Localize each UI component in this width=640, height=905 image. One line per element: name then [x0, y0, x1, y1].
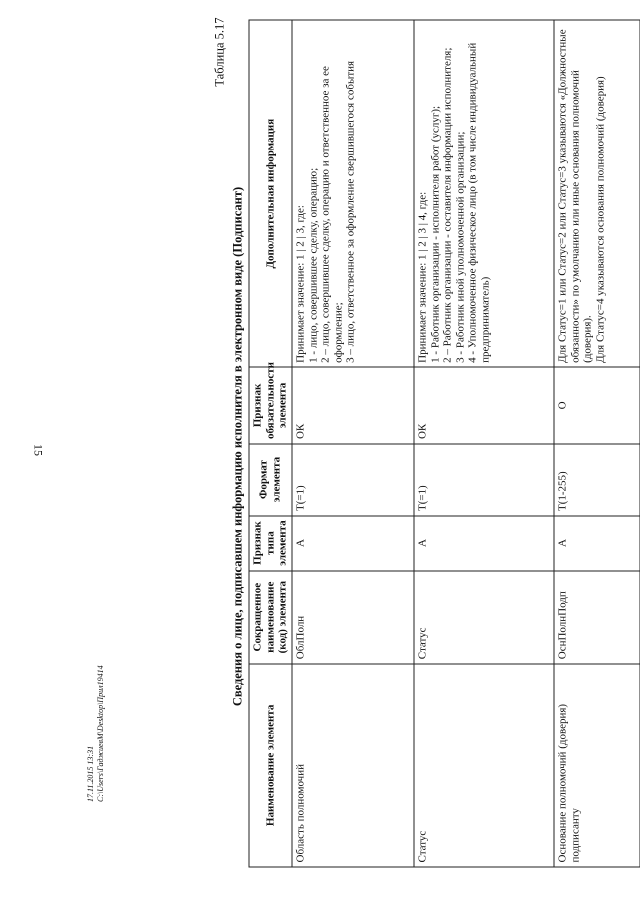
element-info-cell	[292, 20, 414, 367]
element-name-cell: Основание полномочий (доверия) подписанту	[554, 664, 640, 867]
table-row	[414, 20, 554, 867]
table-title: Сведения о лице, подписавшем информацию исполнителя в электронном виде (Подписант)	[230, 186, 245, 707]
footer-file-path	[86, 665, 106, 802]
element-required-cell: ОК	[414, 367, 554, 443]
data-table	[249, 20, 640, 868]
column-header: Формат элемента	[249, 444, 292, 516]
element-info-cell	[554, 20, 640, 367]
element-code-cell: ОблПолн	[292, 571, 414, 664]
element-name-cell: Статус	[414, 664, 554, 867]
info-line: 4 - Уполномоченное физическое лицо (в том числе индивидуальный предприниматель)	[466, 42, 492, 363]
info-line: 1 - Работник организации - исполнителя работ (услуг);	[429, 105, 442, 363]
page-number: 15	[31, 444, 46, 456]
element-format-cell: Т(=1)	[414, 444, 554, 516]
element-code-cell: ОснПолнПодп	[554, 571, 640, 664]
info-line: 1 - лицо, совершившее сделку, операцию;	[307, 167, 320, 363]
rotated-table-block	[212, 12, 607, 882]
info-line: Принимает значение: 1 | 2 | 3, где:	[294, 205, 307, 363]
element-type-cell: А	[414, 516, 554, 571]
info-line: 3 - Работник иной уполномоченной организации;	[454, 131, 467, 363]
element-required-cell: О	[554, 367, 640, 443]
info-line: Принимает значение: 1 | 2 | 3 | 4, где:	[416, 191, 429, 363]
info-line: 3 – лицо, ответственное за оформление свершившегося события	[344, 60, 357, 363]
element-type-cell: А	[554, 516, 640, 571]
column-header: Сокращенное наименование (код) элемента	[249, 571, 292, 664]
element-format-cell: Т(1-255)	[554, 444, 640, 516]
info-line: Для Статус=1 или Статус=2 или Статус=3 указываются «Должностные обязанности» по умолчанию или иные основания полномочий (доверия).	[556, 29, 594, 363]
column-header: Наименование элемента	[249, 664, 292, 867]
column-header: Дополнительная информация	[249, 20, 292, 367]
element-code-cell: Статус	[414, 571, 554, 664]
column-header: Признак обязательности элемента	[249, 367, 292, 443]
info-line: 2 – лицо, совершившее сделку, операцию и ответственное за ее оформление;	[319, 66, 345, 363]
element-name-cell: Область полномочий	[292, 664, 414, 867]
footer-path: C:\Users\ГаджиевМ\Desktop\Прил19414	[96, 665, 105, 802]
table-caption: Таблица 5.17	[212, 17, 227, 87]
element-type-cell: А	[292, 516, 414, 571]
element-info-cell	[414, 20, 554, 367]
element-required-cell: ОК	[292, 367, 414, 443]
footer-timestamp: 17.11.2015 13:31	[86, 745, 95, 802]
info-line: Для Статус=4 указываются основания полномочий (доверия)	[594, 76, 607, 363]
info-line: 2 – Работник организации - составителя информации исполнителя;	[441, 47, 454, 363]
table-row	[292, 20, 414, 867]
column-header: Признак типа элемента	[249, 516, 292, 571]
element-format-cell: Т(=1)	[292, 444, 414, 516]
table-row	[554, 20, 640, 867]
table-header-row	[249, 20, 292, 867]
